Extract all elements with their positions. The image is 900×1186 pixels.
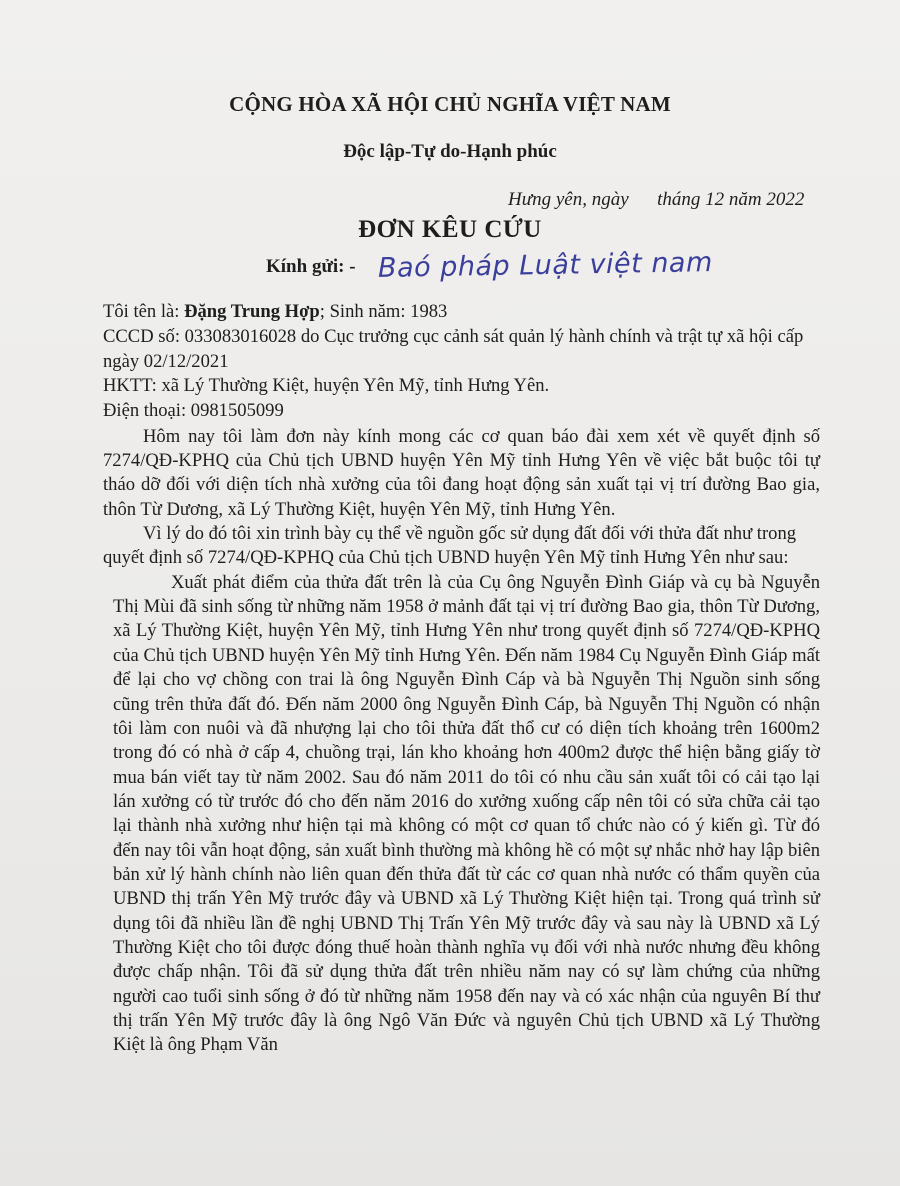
name-label: Tôi tên là: bbox=[103, 301, 185, 322]
residence-line: HKTT: xã Lý Thường Kiệt, huyện Yên Mỹ, tỉnh Hưng Yên. bbox=[103, 375, 550, 397]
phone-line: Điện thoại: 0981505099 bbox=[103, 400, 284, 422]
birth-year: ; Sinh năm: 1983 bbox=[319, 301, 448, 322]
paragraph-3: Xuất phát điểm của thửa đất trên là của Cụ ông Nguyễn Đình Giáp và cụ bà Nguyễn Thị Mùi đã sinh sống từ những năm 1958 ở mảnh đất tại vị trí đường Bao gia, thôn Từ Dương, xã Lý Thường Kiệt, huyện Yên Mỹ, tỉnh Hưng Yên như trong quyết định số 7274/QĐ-KPHQ của Chủ tịch UBND huyện Yên Mỹ tỉnh Hưng Yên. Đến năm 1984 Cụ Nguyễn Đình Giáp mất để lại cho vợ chồng con trai là ông Nguyễn Đình Cáp và bà Nguyễn Thị Nguồn sinh sống cũng trên thửa đất đó. Đến năm 2000 ông Nguyễn Đình Cáp, bà Nguyễn Thị Nguồn có nhận tôi làm con nuôi và đã nhượng lại cho tôi thửa đất thổ cư có diện tích khoảng trên 1600m2 trong đó có nhà ở cấp 4, chuồng trại, lán kho khoảng hơn 400m2 được thể hiện bằng giấy tờ mua bán viết tay từ năm 2002. Sau đó năm 2011 do tôi có nhu cầu sản xuất tôi có cải tạo lại lán xưởng có từ trước đó cho đến năm 2016 do xưởng xuống cấp nên tôi có sửa chữa cải tạo lại thành nhà xưởng như hiện tại mà không có một cơ quan tổ chức nào có ý kiến gì. Từ đó đến nay tôi vẫn hoạt động, sản xuất bình thường mà không hề có một sự nhắc nhở hay lập biên bản xử lý hành chính nào liên quan đến thửa đất từ các cơ quan nhà nước có thẩm quyền của UBND thị trấn Yên Mỹ trước đây và UBND xã Lý Thường Kiệt hiện tại. Trong quá trình sử dụng tôi đã nhiều lần đề nghị UBND Thị Trấn Yên Mỹ trước đây và sau này là UBND xã Lý Thường Kiệt cho tôi được đóng thuế hoàn thành nghĩa vụ đối với nhà nước nhưng đều không được chấp nhận. Tôi đã sử dụng thửa đất trên nhiều năm nay có sự làm chứng của những người cao tuổi sinh sống ở đó từ những năm 1958 đến nay và có xác nhận của nguyên Bí thư thị trấn Yên Mỹ trước đây là ông Ngô Văn Đức và nguyên Chủ tịch UBND xã Lý Thường Kiệt là ông Phạm Văn bbox=[113, 571, 820, 1056]
paragraph-2: Vì lý do đó tôi xin trình bày cụ thể về nguồn gốc sử dụng đất đối với thửa đất như trong quyết định số 7274/QĐ-KPHQ của Chủ tịch UBND huyện Yên Mỹ tỉnh Hưng Yên như sau: bbox=[103, 523, 797, 569]
recipient-label: Kính gửi: - bbox=[266, 256, 356, 277]
id-card-line: CCCD số: 033083016028 do Cục trưởng cục cảnh sát quản lý hành chính và trật tự xã hội cấp ngày 02/12/2021 bbox=[103, 326, 804, 372]
document-body bbox=[100, 300, 820, 1058]
national-motto: Độc lập-Tự do-Hạnh phúc bbox=[343, 141, 557, 162]
document-title: ĐƠN KÊU CỨU bbox=[358, 216, 542, 243]
applicant-name-line bbox=[100, 300, 820, 324]
paragraph-1: Hôm nay tôi làm đơn này kính mong các cơ quan báo đài xem xét về quyết định số 7274/QĐ-KPHQ của Chủ tịch UBND huyện Yên Mỹ tỉnh Hưng Yên về việc bắt buộc tôi tự tháo dỡ đối với diện tích nhà xưởng của tôi đang hoạt động sản xuất tại vị trí đường Bao gia, thôn Từ Dương, xã Lý Thường Kiệt, huyện Yên Mỹ, tỉnh Hưng Yên. bbox=[103, 425, 820, 520]
dateline: Hưng yên, ngày tháng 12 năm 2022 bbox=[508, 189, 805, 210]
handwritten-recipient: Baó pháp Luật việt nam bbox=[377, 247, 714, 284]
national-title: CỘNG HÒA XÃ HỘI CHỦ NGHĨA VIỆT NAM bbox=[229, 92, 671, 116]
applicant-name: Đặng Trung Hợp bbox=[184, 301, 320, 322]
